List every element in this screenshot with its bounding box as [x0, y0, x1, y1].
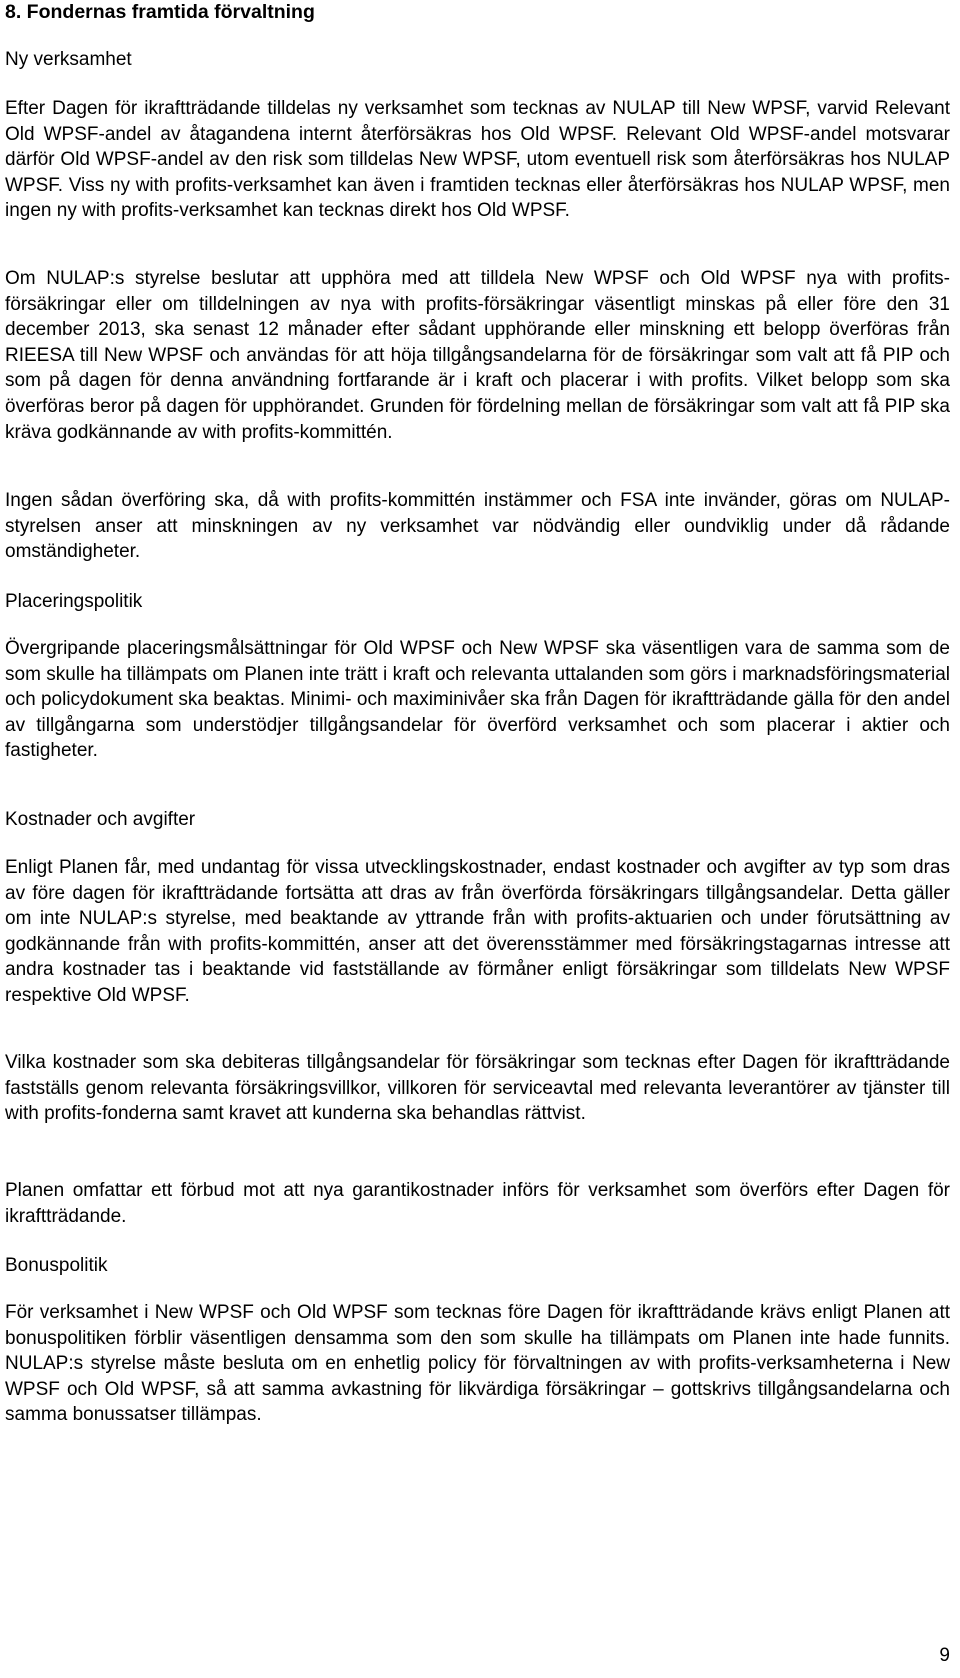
paragraph: Övergripande placeringsmålsättningar för Old WPSF och New WPSF ska väsentligen vara de samma som de som skulle ha tillämpats om Planen inte trätt i kraft och relevanta uttalanden som görs i marknadsföringsmaterial och policydokument ska beaktas. Minimi- och maximinivåer ska från Dagen för ikraftträdande gälla för den andel av tillgångarna som understödjer tillgångsandelar för överförd verksamhet och som placerar i aktier och fastigheter. — [5, 638, 950, 762]
paragraph: Om NULAP:s styrelse beslutar att upphöra med att tilldela New WPSF och Old WPSF nya with profits-försäkringar eller om tilldelningen av nya with profits-försäkringar väsentligt minskas på eller före den 31 december 2013, ska senast 12 månader efter sådant upphörande eller minskning ett belopp överföras från RIEESA till New WPSF och användas för att höja tillgångsandelarna för de försäkringar som valt att få PIP och som på dagen för denna användning fortfarande är i kraft och placerar i with profits. Vilket belopp som ska överföras beror på dagen för upphörandet. Grunden för fördelning mellan de försäkringar som valt att få PIP ska kräva godkännande av with profits-kommittén. — [5, 268, 950, 443]
section-title: 8. Fondernas framtida förvaltning — [5, 1, 315, 23]
heading-bonuspolitik: Bonuspolitik — [5, 1255, 108, 1276]
page-number: 9 — [939, 1645, 950, 1666]
heading-kostnader: Kostnader och avgifter — [5, 809, 196, 830]
heading-placeringspolitik: Placeringspolitik — [5, 591, 143, 612]
heading-ny-verksamhet: Ny verksamhet — [5, 49, 132, 70]
paragraph: För verksamhet i New WPSF och Old WPSF som tecknas före Dagen för ikraftträdande krävs enligt Planen att bonuspolitiken förblir väsentligen densamma som den som skulle ha tillämpats om Planen inte hade funnits. NULAP:s styrelse måste besluta om en enhetlig policy för förvaltningen av with profits-verksamheterna i New WPSF och Old WPSF, så att samma avkastning för likvärdiga försäkringar – gottskrivs tillgångsandelarna och samma bonussatser tillämpas. — [5, 1302, 950, 1426]
paragraph: Enligt Planen får, med undantag för vissa utvecklingskostnader, endast kostnader och avgifter av typ som dras av före dagen för ikraftträdande fortsätta att dras av från överförda försäkringars tillgångsandelar. Detta gäller om inte NULAP:s styrelse, med beaktande av yttrande från with profits-aktuarien och under förutsättning av godkännande från with profits-kommittén, anser att det överensstämmer med försäkringstagarnas intresse att andra kostnader tas i beaktande vid fastställande av förmåner enligt försäkringar som tilldelats New WPSF respektive Old WPSF. — [5, 857, 950, 1006]
paragraph: Efter Dagen för ikraftträdande tilldelas ny verksamhet som tecknas av NULAP till New WPSF, varvid Relevant Old WPSF-andel av åtagandena internt återförsäkras hos Old WPSF. Relevant Old WPSF-andel motsvarar därför Old WPSF-andel av den risk som tilldelas New WPSF, utom eventuell risk som återförsäkras hos NULAP WPSF. Viss ny with profits-verksamhet kan även i framtiden tecknas eller återförsäkras hos NULAP WPSF, men ingen ny with profits-verksamhet kan tecknas direkt hos Old WPSF. — [5, 98, 950, 222]
paragraph: Vilka kostnader som ska debiteras tillgångsandelar för försäkringar som tecknas efter Dagen för ikraftträdande fastställs genom relevanta försäkringsvillkor, villkoren för serviceavtal med relevanta leverantörer av tjänster till with profits-fonderna samt kravet att kunderna ska behandlas rättvist. — [5, 1052, 950, 1125]
paragraph: Ingen sådan överföring ska, då with profits-kommittén instämmer och FSA inte invänder, göras om NULAP-styrelsen anser att minskningen av ny verksamhet var nödvändig eller oundviklig under då rådande omständigheter. — [5, 490, 950, 563]
paragraph: Planen omfattar ett förbud mot att nya garantikostnader införs för verksamhet som överförs efter Dagen för ikraftträdande. — [5, 1180, 950, 1227]
